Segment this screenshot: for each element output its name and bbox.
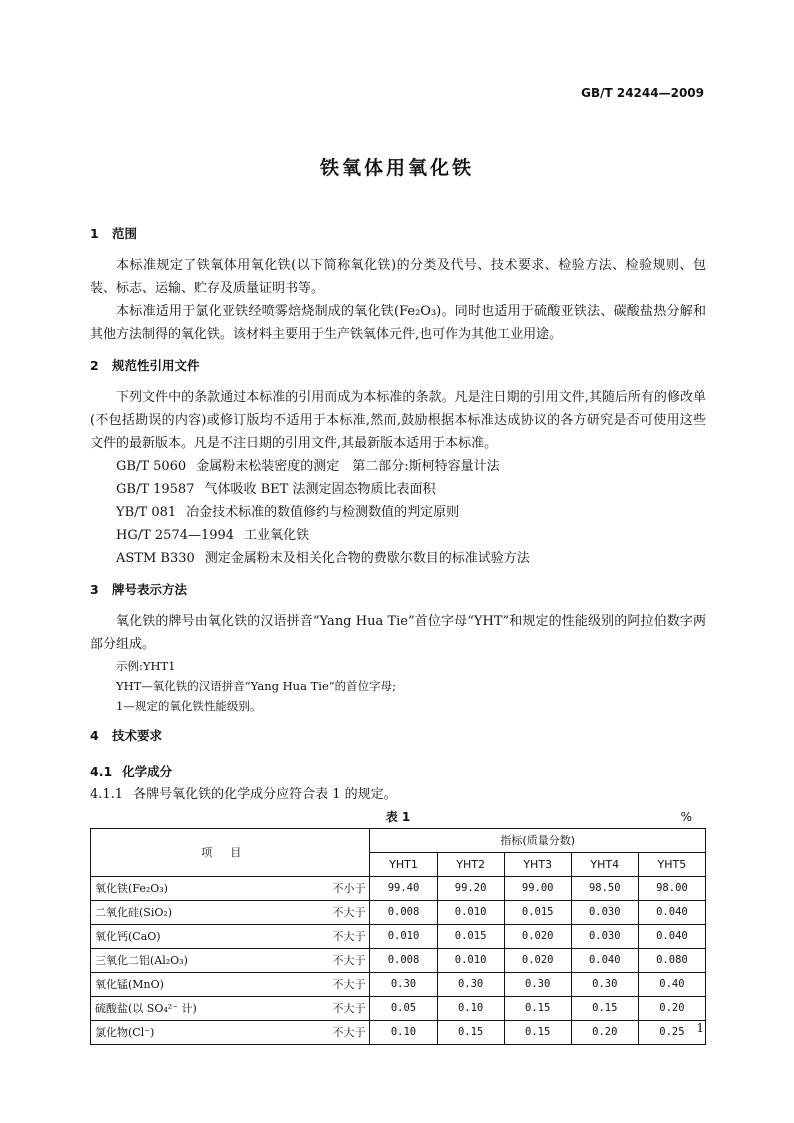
spacer bbox=[90, 716, 706, 724]
references-intro: 下列文件中的条款通过本标准的引用而成为本标准的条款。凡是注日期的引用文件,其随后所有的修改单(不包括勘误的内容)或修订版均不适用于本标准,然而,鼓励根据本标准达成协议的各方研究是否可使用这些文件的最新版本。凡是不注日期的引用文件,其最新版本适用于本标准。 bbox=[90, 390, 706, 451]
reference-item bbox=[90, 455, 706, 478]
component-name: 三氧化二铝(Al₂O₃) bbox=[91, 949, 310, 973]
clause-number: 4.1.1 bbox=[90, 787, 124, 802]
table-row bbox=[91, 973, 706, 997]
limit-condition: 不大于 bbox=[309, 901, 370, 925]
table-cell-value: 0.10 bbox=[370, 1021, 437, 1045]
table-cell-value: 99.00 bbox=[504, 877, 571, 901]
designation-note-1: YHT—氧化铁的汉语拼音“Yang Hua Tie”的首位字母; bbox=[116, 679, 397, 693]
component-name: 二氧化硅(SiO₂) bbox=[91, 901, 310, 925]
table-row bbox=[91, 949, 706, 973]
designation-note-2: 1—规定的氧化铁性能级别。 bbox=[116, 699, 262, 713]
table-cell-value: 0.030 bbox=[571, 925, 638, 949]
reference-item bbox=[90, 501, 706, 524]
table-cell-value: 99.40 bbox=[370, 877, 437, 901]
limit-condition: 不大于 bbox=[309, 997, 370, 1021]
component-name: 氯化物(Cl⁻) bbox=[91, 1021, 310, 1045]
grade-header: YHT3 bbox=[504, 853, 571, 877]
reference-code: HG/T 2574—1994 bbox=[116, 528, 235, 543]
section-title: 牌号表示方法 bbox=[112, 582, 188, 597]
reference-code: YB/T 081 bbox=[116, 505, 177, 520]
section-title: 规范性引用文件 bbox=[112, 358, 200, 373]
reference-title: 冶金技术标准的数值修约与检测数值的判定原则 bbox=[186, 505, 460, 520]
table-cell-value: 98.50 bbox=[571, 877, 638, 901]
table-cell-value: 0.30 bbox=[571, 973, 638, 997]
table-cell-value: 0.15 bbox=[504, 1021, 571, 1045]
spacer bbox=[90, 246, 706, 254]
spacer bbox=[90, 602, 706, 610]
section-number: 3 bbox=[90, 582, 99, 597]
scope-paragraph-1: 本标准规定了铁氧体用氧化铁(以下简称氧化铁)的分类及代号、技术要求、检验方法、检验规则、包装、标志、运输、贮存及质量证明书等。 bbox=[90, 258, 706, 296]
component-name: 氧化钙(CaO) bbox=[91, 925, 310, 949]
table-cell-value: 0.015 bbox=[504, 901, 571, 925]
table-row bbox=[91, 901, 706, 925]
reference-code: GB/T 19587 bbox=[116, 482, 195, 497]
reference-title: 测定金属粉末及相关化合物的费歇尔数目的标准试验方法 bbox=[204, 551, 530, 566]
spacer bbox=[90, 378, 706, 386]
document-body bbox=[90, 222, 706, 1045]
table-cell-value: 0.040 bbox=[638, 925, 705, 949]
table-cell-value: 0.15 bbox=[504, 997, 571, 1021]
spacer bbox=[90, 346, 706, 354]
table-cell-value: 0.030 bbox=[571, 901, 638, 925]
section-2-heading bbox=[90, 354, 706, 378]
table-row bbox=[91, 925, 706, 949]
table-cell-value: 0.30 bbox=[370, 973, 437, 997]
component-name: 氧化锰(MnO) bbox=[91, 973, 310, 997]
reference-item bbox=[90, 478, 706, 501]
table-cell-value: 0.40 bbox=[638, 973, 705, 997]
table-cell-value: 0.15 bbox=[571, 997, 638, 1021]
grade-header: YHT1 bbox=[370, 853, 437, 877]
scope-paragraph-2: 本标准适用于氯化亚铁经喷雾焙烧制成的氧化铁(Fe₂O₃)。同时也适用于硫酸亚铁法、碳酸盐热分解和其他方法制得的氧化铁。该材料主要用于生产铁氧体元件,也可作为其他工业用途。 bbox=[90, 304, 706, 342]
designation-example: 示例:YHT1 bbox=[116, 659, 176, 673]
table-cell-value: 0.080 bbox=[638, 949, 705, 973]
section-1-heading bbox=[90, 222, 706, 246]
grade-header: YHT5 bbox=[638, 853, 705, 877]
spacer bbox=[90, 748, 706, 760]
subsection-title: 化学成分 bbox=[122, 764, 173, 779]
table-cell-value: 0.008 bbox=[370, 901, 437, 925]
page-number: 1 bbox=[696, 1021, 704, 1035]
designation-paragraph: 氧化铁的牌号由氧化铁的汉语拼音“Yang Hua Tie”首位字母“YHT”和规定的性能级别的阿拉伯数字两部分组成。 bbox=[90, 614, 706, 652]
table-cell-value: 0.25 bbox=[638, 1021, 705, 1045]
reference-item bbox=[90, 524, 706, 547]
section-number: 1 bbox=[90, 226, 99, 241]
limit-condition: 不大于 bbox=[309, 973, 370, 997]
table-header-row bbox=[91, 829, 706, 853]
table-row bbox=[91, 997, 706, 1021]
table-row bbox=[91, 1021, 706, 1045]
table-cell-value: 0.010 bbox=[437, 901, 504, 925]
table-cell-value: 0.30 bbox=[504, 973, 571, 997]
table-cell-value: 0.010 bbox=[370, 925, 437, 949]
section-4-heading bbox=[90, 724, 706, 748]
section-3-heading bbox=[90, 578, 706, 602]
table-cell-value: 0.015 bbox=[437, 925, 504, 949]
chemical-composition-table bbox=[90, 828, 706, 1045]
subsection-number: 4.1 bbox=[90, 764, 113, 779]
table-cell-value: 0.010 bbox=[437, 949, 504, 973]
clause-text: 各牌号氧化铁的化学成分应符合表 1 的规定。 bbox=[133, 787, 397, 802]
spacer bbox=[90, 570, 706, 578]
table-cell-value: 0.020 bbox=[504, 949, 571, 973]
reference-code: GB/T 5060 bbox=[116, 459, 187, 474]
table-cell-value: 0.008 bbox=[370, 949, 437, 973]
reference-code: ASTM B330 bbox=[116, 551, 195, 566]
subsection-4-1-heading bbox=[90, 760, 706, 783]
table-cell-value: 0.20 bbox=[638, 997, 705, 1021]
grade-header: YHT4 bbox=[571, 853, 638, 877]
table-cell-value: 0.15 bbox=[437, 1021, 504, 1045]
table-row bbox=[91, 877, 706, 901]
table-cell-value: 0.30 bbox=[437, 973, 504, 997]
component-name: 硫酸盐(以 SO₄²⁻ 计) bbox=[91, 997, 310, 1021]
table-cell-value: 0.10 bbox=[437, 997, 504, 1021]
limit-condition: 不大于 bbox=[309, 949, 370, 973]
reference-title: 气体吸收 BET 法测定固态物质比表面积 bbox=[204, 482, 436, 497]
component-name: 氧化铁(Fe₂O₃) bbox=[91, 877, 310, 901]
grade-header: YHT2 bbox=[437, 853, 504, 877]
indicator-header: 指标(质量分数) bbox=[370, 829, 706, 853]
item-header: 项目 bbox=[91, 829, 370, 877]
clause-4-1-1 bbox=[90, 783, 706, 806]
section-number: 4 bbox=[90, 728, 99, 743]
table-cell-value: 0.020 bbox=[504, 925, 571, 949]
reference-list bbox=[90, 455, 706, 570]
table-cell-value: 0.040 bbox=[571, 949, 638, 973]
table-cell-value: 99.20 bbox=[437, 877, 504, 901]
reference-title: 工业氧化铁 bbox=[244, 528, 310, 543]
table-body bbox=[91, 877, 706, 1045]
limit-condition: 不大于 bbox=[309, 925, 370, 949]
limit-condition: 不小于 bbox=[309, 877, 370, 901]
table-caption-text: 表 1 bbox=[385, 810, 411, 824]
table-cell-value: 0.05 bbox=[370, 997, 437, 1021]
section-number: 2 bbox=[90, 358, 99, 373]
limit-condition: 不大于 bbox=[309, 1021, 370, 1045]
section-title: 范围 bbox=[112, 226, 138, 241]
reference-item bbox=[90, 547, 706, 570]
table-unit: % bbox=[680, 810, 692, 824]
table-cell-value: 0.20 bbox=[571, 1021, 638, 1045]
section-title: 技术要求 bbox=[112, 728, 163, 743]
table-cell-value: 98.00 bbox=[638, 877, 705, 901]
document-title: 铁氧体用氧化铁 bbox=[319, 157, 474, 179]
table-cell-value: 0.040 bbox=[638, 901, 705, 925]
standard-code: GB/T 24244—2009 bbox=[581, 86, 704, 100]
reference-title: 金属粉末松装密度的测定 第二部分:斯柯特容量计法 bbox=[196, 459, 500, 474]
table-caption bbox=[90, 806, 706, 828]
